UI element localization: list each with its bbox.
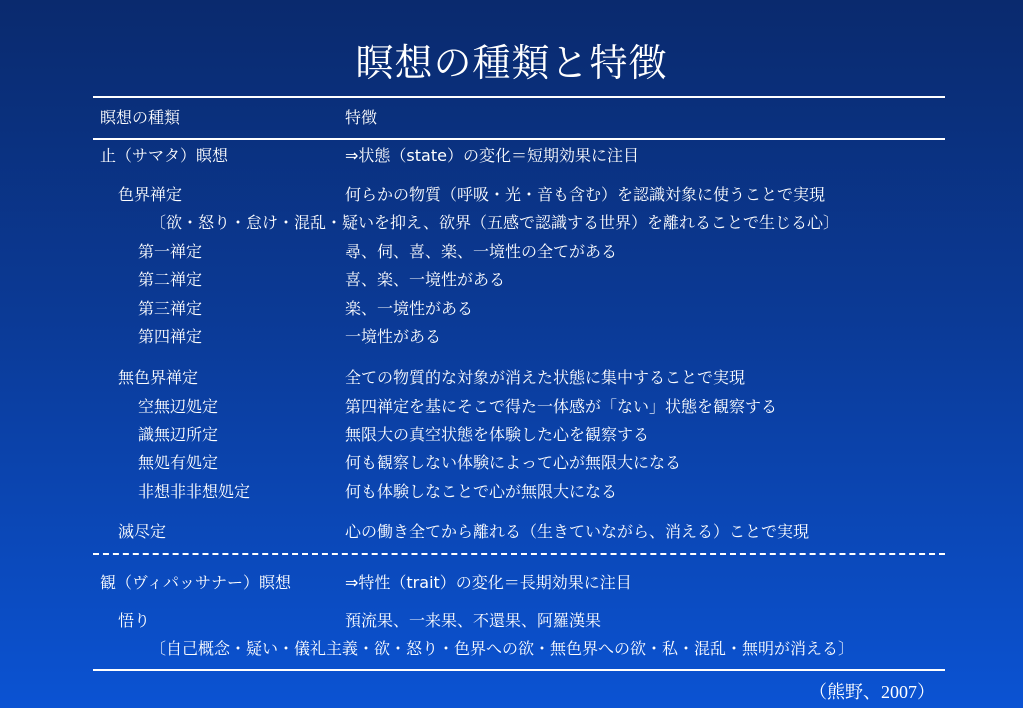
row-note: 〔欲・怒り・怠け・混乱・疑いを抑え、欲界（五感で認識する世界）を離れることで生じる心〕 bbox=[150, 213, 839, 232]
row-type: 無処有処定 bbox=[138, 453, 219, 472]
row-feature: ⇒状態（state）の変化＝短期効果に注目 bbox=[345, 146, 639, 165]
table-row bbox=[0, 519, 1023, 545]
table-row bbox=[0, 365, 1023, 391]
row-type: 第四禅定 bbox=[138, 327, 203, 346]
table-row bbox=[0, 450, 1023, 476]
row-type: 滅尽定 bbox=[118, 522, 167, 541]
header-type: 瞑想の種類 bbox=[100, 108, 181, 127]
table-header bbox=[0, 105, 1023, 131]
row-type: 色界禅定 bbox=[118, 185, 183, 204]
table-row bbox=[0, 143, 1023, 169]
row-type: 識無辺所定 bbox=[138, 425, 219, 444]
header-feature: 特徴 bbox=[345, 108, 378, 127]
row-type: 止（サマタ）瞑想 bbox=[100, 146, 229, 165]
table-row bbox=[0, 324, 1023, 350]
row-type: 非想非非想処定 bbox=[138, 482, 251, 501]
table-row bbox=[0, 239, 1023, 265]
row-feature: 喜、楽、一境性がある bbox=[345, 270, 506, 289]
row-feature: 何も体験しなことで心が無限大になる bbox=[345, 482, 618, 501]
table-row bbox=[0, 479, 1023, 505]
row-type: 第一禅定 bbox=[138, 242, 203, 261]
table-row-note bbox=[0, 636, 1023, 662]
row-type: 無色界禅定 bbox=[118, 368, 199, 387]
row-feature: 一境性がある bbox=[345, 327, 442, 346]
row-feature: 何らかの物質（呼吸・光・音も含む）を認識対象に使うことで実現 bbox=[345, 185, 826, 204]
row-type: 悟り bbox=[118, 611, 151, 630]
table-row bbox=[0, 267, 1023, 293]
top-rule bbox=[93, 96, 945, 98]
row-feature: 預流果、一来果、不還果、阿羅漢果 bbox=[345, 611, 602, 630]
row-feature: ⇒特性（trait）の変化＝長期効果に注目 bbox=[345, 573, 632, 592]
header-rule bbox=[93, 138, 945, 140]
row-feature: 無限大の真空状態を体験した心を観察する bbox=[345, 425, 650, 444]
row-type: 第三禅定 bbox=[138, 299, 203, 318]
table-row bbox=[0, 422, 1023, 448]
bottom-rule bbox=[93, 669, 945, 671]
row-note: 〔自己概念・疑い・儀礼主義・欲・怒り・色界への欲・無色界への欲・私・混乱・無明が消える〕 bbox=[150, 639, 855, 658]
row-feature: 第四禅定を基にそこで得た一体感が「ない」状態を観察する bbox=[345, 397, 778, 416]
table-row bbox=[0, 182, 1023, 208]
row-type: 空無辺処定 bbox=[138, 397, 219, 416]
row-feature: 心の働き全てから離れる（生きていながら、消える）ことで実現 bbox=[345, 522, 810, 541]
table-row bbox=[0, 608, 1023, 634]
table-row-note bbox=[0, 210, 1023, 236]
row-feature: 尋、伺、喜、楽、一境性の全てがある bbox=[345, 242, 618, 261]
row-feature: 楽、一境性がある bbox=[345, 299, 474, 318]
table-row bbox=[0, 296, 1023, 322]
row-type: 第二禅定 bbox=[138, 270, 203, 289]
row-type: 観（ヴィパッサナー）瞑想 bbox=[100, 573, 292, 592]
citation: （熊野、2007） bbox=[809, 682, 935, 702]
section-divider bbox=[93, 553, 945, 555]
row-feature: 全ての物質的な対象が消えた状態に集中することで実現 bbox=[345, 368, 746, 387]
row-feature: 何も観察しない体験によって心が無限大になる bbox=[345, 453, 682, 472]
table-row bbox=[0, 394, 1023, 420]
table-row bbox=[0, 570, 1023, 596]
page-title: 瞑想の種類と特徴 bbox=[355, 41, 668, 85]
